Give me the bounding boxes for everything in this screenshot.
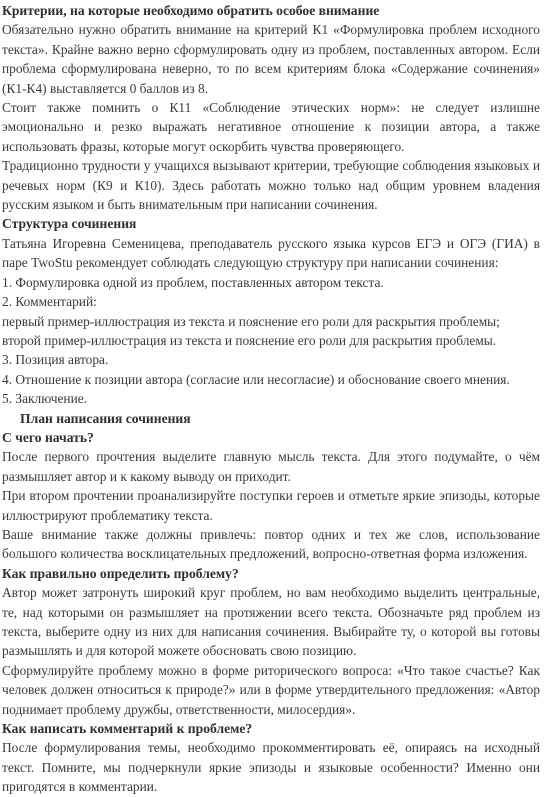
structure-item-2b: второй пример-иллюстрация из текста и пояснение его роли для раскрытия проблемы. — [2, 332, 497, 348]
structure-item-1: 1. Формулировка одной из проблем, поставленных автором текста. — [2, 274, 384, 290]
paragraph-problem-2: Сформулируйте проблему можно в форме риторического вопроса: «Что такое счастье? Как человек должен относиться к природе?» или в форме утвердительного предложения: «Автор поднимает проблему дружбы, ответственности, милосердия». — [2, 662, 540, 717]
heading-comment: Как написать комментарий к проблеме? — [2, 721, 253, 737]
heading-criteria: Критерии, на которые необходимо обратить особое внимание — [2, 3, 380, 18]
paragraph-start-3: Ваше внимание также должны привлечь: повтор одних и тех же слов, использование большого количества восклицательных предложений, вопросно-ответная форма изложения. — [2, 526, 540, 562]
heading-structure: Структура сочинения — [2, 216, 137, 232]
paragraph-k9-k10: Традиционно трудности у учащихся вызывают критерии, требующие соблюдения языковых и речевых норм (К9 и К10). Здесь работать можно только над общим уровнем владения русским языком и быть внимательным при написании сочинения. — [2, 158, 540, 213]
paragraph-structure-intro: Татьяна Игоревна Семеницева, преподаватель русского языка курсов ЕГЭ и ОГЭ (ГИА) в паре TwoStu рекомендует соблюдать следующую структуру при написании сочинения: — [2, 235, 540, 271]
structure-item-3: 3. Позиция автора. — [2, 352, 109, 368]
heading-problem: Как правильно определить проблему? — [2, 565, 239, 581]
paragraph-problem-1: Автор может затронуть широкий круг проблем, но вам необходимо выделить центральные, те, над которыми он размышляет на протяжении всего текста. Обозначьте ряд проблем из текста, выберите одну из них для написания сочинения. Выбирайте ту, о которой вы готовы размышлять и для которой можете обосновать свою позицию. — [2, 585, 540, 659]
heading-plan: План написания сочинения — [20, 410, 191, 426]
paragraph-start-1: После первого прочтения выделите главную мысль текста. Для этого подумайте, о чём размышляет автор и к какому выводу он приходит. — [2, 449, 540, 484]
heading-start: С чего начать? — [2, 429, 94, 445]
structure-item-2: 2. Комментарий: — [2, 294, 97, 310]
paragraph-start-2: При втором прочтении проанализируйте поступки героев и отметьте яркие эпизоды, которые иллюстрируют проблематику текста. — [2, 488, 540, 523]
paragraph-k11: Стоит также помнить о К11 «Соблюдение этических норм»: не следует излишне эмоционально и резко выражать негативное отношение к позиции автора, а также использовать фразы, которые могут оскорбить чувства проверяющего. — [2, 100, 540, 154]
paragraph-k1: Обязательно нужно обратить внимание на критерий К1 «Формулировка проблем исходного текста». Крайне важно верно сформулировать одну из проблем, поставленных автором. Если проблема сформулирована неверно, то по всем критериям блока «Содержание сочинения» (К1-К4) выставляется 0 баллов из 8. — [2, 22, 540, 96]
structure-item-2a: первый пример-иллюстрация из текста и пояснение его роли для раскрытия проблемы; — [2, 313, 500, 329]
paragraph-comment: После формулирования темы, необходимо прокомментировать её, опираясь на исходный текст. Помните, мы подчеркнули яркие эпизоды и языковые особенности? Именно они пригодятся в комментарии. — [2, 740, 540, 795]
structure-item-4: 4. Отношение к позиции автора (согласие или несогласие) и обоснование своего мнения. — [2, 371, 510, 387]
structure-item-5: 5. Заключение. — [2, 391, 88, 407]
